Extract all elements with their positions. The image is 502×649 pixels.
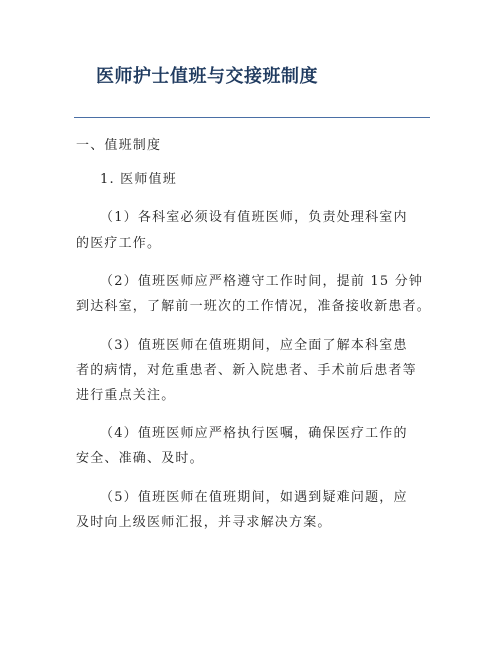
paragraph-3-line-3: 进行重点关注。 (76, 388, 176, 403)
section-heading: 一、值班制度 (76, 138, 162, 153)
paragraph-2-line-2: 到达科室，了解前一班次的工作情况，准备接收新患者。 (76, 299, 432, 314)
paragraph-2-line-1: （2）值班医师应严格遵守工作时间，提前 15 分钟 (100, 274, 424, 289)
document-title: 医师护士值班与交接班制度 (96, 66, 318, 87)
subsection-heading: 1. 医师值班 (100, 172, 177, 187)
paragraph-1-line-1: （1）各科室必须设有值班医师，负责处理科室内 (100, 210, 408, 225)
paragraph-3-line-1: （3）值班医师在值班期间，应全面了解本科室患 (100, 338, 408, 353)
paragraph-4-line-1: （4）值班医师应严格执行医嘱，确保医疗工作的 (100, 426, 408, 441)
paragraph-1-line-2: 的医疗工作。 (76, 236, 162, 251)
paragraph-5-line-2: 及时向上级医师汇报，并寻求解决方案。 (76, 515, 332, 530)
paragraph-5-line-1: （5）值班医师在值班期间，如遇到疑难问题，应 (100, 490, 408, 505)
title-divider (74, 117, 430, 118)
paragraph-3-line-2: 者的病情，对危重患者、新入院患者、手术前后患者等 (76, 363, 417, 378)
paragraph-4-line-2: 安全、准确、及时。 (76, 451, 204, 466)
